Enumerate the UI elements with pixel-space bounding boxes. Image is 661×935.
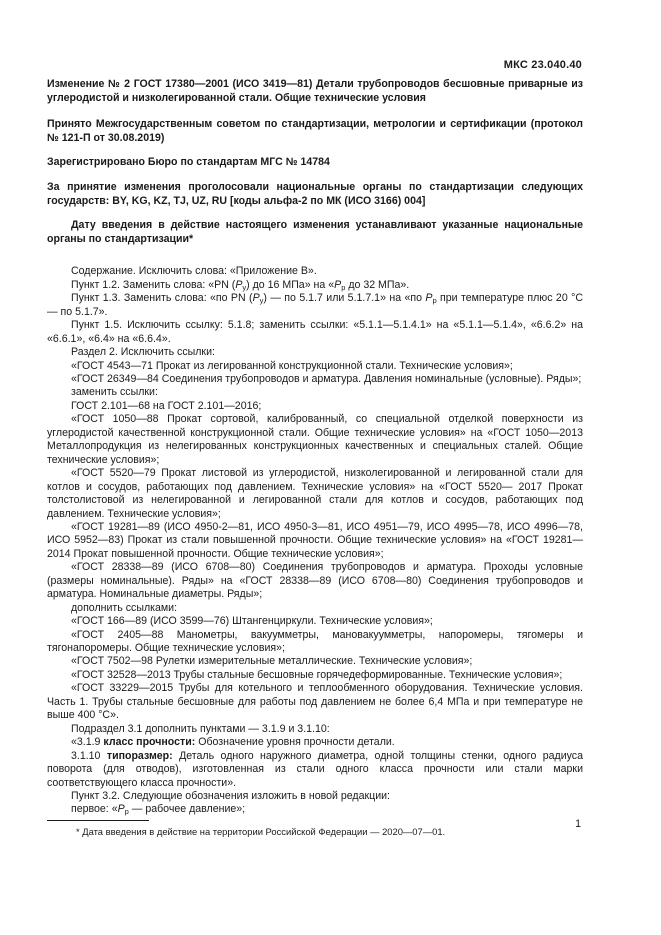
paragraph-item-3-2: Пункт 3.2. Следующие обозначения изложить в новой редакции:	[71, 790, 390, 803]
classification-code: МКС 23.040.40	[503, 59, 582, 71]
page-number: 1	[575, 818, 581, 830]
list-item: «ГОСТ 32528—2013 Трубы стальные бесшовные горячедеформированные. Технические условия»;	[71, 668, 563, 681]
effective-date-note: Дату введения в действие настоящего изменения устанавливают указанные национальные органы по стандартизации*	[47, 219, 583, 245]
paragraph-item-1-2: Пункт 1.2. Заменить слова: «PN $(P_y)$ до 16 МПа» на «$P_p$ до 32 МПа».	[71, 278, 410, 292]
list-item: «ГОСТ 2405—88 Манометры, вакуумметры, мановакуумметры, напоромеры, тягомеры и тягонапоромеры. Общие технические условия»;	[47, 628, 583, 655]
amendment-body	[47, 265, 583, 817]
paragraph-item-1-3: Пункт 1.3. Заменить слова: «по PN $(P_y)$ — по 5.1.7 или 5.1.7.1» на «по $P_p$ при температуре плюс 20 °С — по 5.1.7».	[47, 292, 583, 318]
paragraph-replace-refs: заменить ссылки:	[71, 386, 158, 399]
list-item: «ГОСТ 4543—71 Прокат из легированной конструкционной стали. Технические условия»;	[71, 359, 513, 372]
definition-3-1-10: 3.1.10 типоразмер: Деталь одного наружного диаметра, одной толщины стенки, одного радиуса поворота (для отводов), изготовленная из стали одного класса прочности или стали марки соответствующего класса прочности».	[47, 749, 583, 789]
document-content	[47, 74, 583, 838]
paragraph-contents: Содержание. Исключить слова: «Приложение В».	[71, 265, 317, 278]
list-item: ГОСТ 2.101—68 на ГОСТ 2.101—2016;	[71, 399, 262, 412]
definition-3-1-9: «3.1.9 класс прочности: Обозначение уровня прочности детали.	[71, 736, 395, 749]
list-item: «ГОСТ 33229—2015 Трубы для котельного и теплообменного оборудования. Технические условия. Часть 1. Трубы стальные бесшовные для работы под давлением не более 6,4 МПа и при температуре не выше 400 °С».	[47, 682, 583, 722]
list-item: «ГОСТ 26349—84 Соединения трубопроводов и арматура. Давления номинальные (условные). Ряды»;	[71, 372, 582, 385]
paragraph-subsection-3-1: Подраздел 3.1 дополнить пунктами — 3.1.9 и 3.1.10:	[71, 722, 330, 735]
list-item: «ГОСТ 166—89 (ИСО 3599—76) Штангенциркули. Технические условия»;	[71, 615, 433, 628]
voting-statement: За принятие изменения проголосовали национальные органы по стандартизации следующих государств: BY, KG, KZ, TJ, UZ, RU [коды альфа-2 по МК (ИСО 3166) 004]	[47, 180, 583, 207]
list-item: «ГОСТ 5520—79 Прокат листовой из углеродистой, низколегированной и легированной стали для котлов и сосудов, работающих под давлением. Технические условия» на «ГОСТ 5520— 2017 Прокат толстолистовой из нелегированной и легированной стали для котлов и сосудов, работающих под давлением. Технические условия»;	[47, 467, 583, 520]
list-item: «ГОСТ 28338—89 (ИСО 6708—80) Соединения трубопроводов и арматура. Проходы условные (размеры номинальные). Ряды» на «ГОСТ 28338—89 (ИСО 6708—80) Соединения трубопроводов и арматура. Номинальные диаметры. Ряды»;	[47, 561, 583, 601]
list-item: «ГОСТ 1050—88 Прокат сортовой, калиброванный, со специальной отделкой поверхности из углеродистой качественной конструкционной стали. Общие технические условия» на «ГОСТ 1050—2013 Металлопродукция из нелегированных конструкционных качественных и специальных сталей. Общие технические условия»;	[47, 413, 583, 466]
adopted-statement: Принято Межгосударственным советом по стандартизации, метрологии и сертификации (протокол № 121-П от 30.08.2019)	[47, 118, 583, 144]
paragraph-add-refs: дополнить ссылками:	[71, 601, 178, 614]
paragraph-item-1-5: Пункт 1.5. Исключить ссылку: 5.1.8; заменить ссылки: «5.1.1—5.1.4.1» на «5.1.1—5.1.4», «6.6.2» на «6.6.1», «6.4» на «6.6.4».	[47, 319, 583, 345]
paragraph-section-2: Раздел 2. Исключить ссылки:	[71, 346, 215, 359]
list-item: «ГОСТ 19281—89 (ИСО 4950-2—81, ИСО 4950-3—81, ИСО 4951—79, ИСО 4995—78, ИСО 4996—78, ИСО 5952—83) Прокат из стали повышенной прочности. Общие технические условия» на «ГОСТ 19281—2014 Прокат повышенной прочности. Общие технические условия»;	[47, 520, 583, 560]
list-item: первое: «$P_p$ — рабочее давление»;	[71, 803, 246, 817]
registration-statement: Зарегистрировано Бюро по стандартам МГС № 14784	[47, 156, 330, 169]
footnote-divider	[47, 820, 149, 821]
document-title: Изменение № 2 ГОСТ 17380—2001 (ИСО 3419—81) Детали трубопроводов бесшовные приварные из углеродистой и низколегированной стали. Общие технические условия	[47, 78, 583, 104]
list-item: «ГОСТ 7502—98 Рулетки измерительные металлические. Технические условия»;	[71, 655, 473, 668]
footnote: * Дата введения в действие на территории Российской Федерации — 2020—07—01.	[76, 825, 446, 837]
